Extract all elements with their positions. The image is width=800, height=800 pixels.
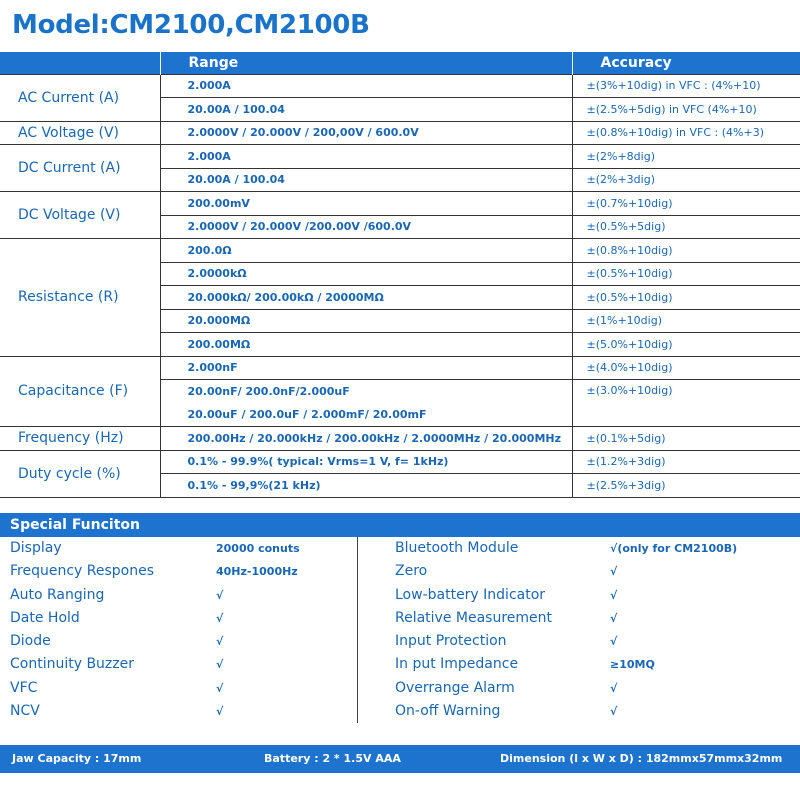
accuracy-cell: ±(3.0%+10dig) bbox=[572, 380, 800, 427]
table-row bbox=[0, 192, 800, 216]
function-name: On-off Warning bbox=[395, 703, 501, 720]
function-name: Low-battery Indicator bbox=[395, 586, 546, 603]
check-mark-icon: √ bbox=[610, 681, 618, 695]
range-cell: 20.000MΩ bbox=[160, 309, 572, 333]
category-duty-cycle: Duty cycle (%) bbox=[0, 450, 160, 497]
function-name: Continuity Buzzer bbox=[10, 656, 134, 673]
page-title: Model:CM2100,CM2100B bbox=[12, 10, 370, 40]
range-cell: 200.00mV bbox=[160, 192, 572, 216]
table-row bbox=[0, 74, 800, 98]
function-name: Overrange Alarm bbox=[395, 679, 515, 696]
accuracy-cell: ±(2%+3dig) bbox=[572, 168, 800, 192]
accuracy-cell: ±(5.0%+10dig) bbox=[572, 333, 800, 357]
spec-table-header bbox=[0, 52, 800, 74]
special-function-row bbox=[0, 653, 800, 676]
range-cell: 200.0Ω bbox=[160, 239, 572, 263]
function-name: Relative Measurement bbox=[395, 609, 553, 626]
dimension-spec: Dimension (l x W x D) : 182mmx57mmx32mm bbox=[500, 752, 783, 765]
range-cell: 200.00MΩ bbox=[160, 333, 572, 357]
accuracy-cell: ±(2.5%+3dig) bbox=[572, 474, 800, 498]
accuracy-cell: ±(0.5%+10dig) bbox=[572, 262, 800, 286]
range-cell: 2.000A bbox=[160, 145, 572, 169]
special-function-row bbox=[0, 607, 800, 630]
range-cell: 20.00A / 100.04 bbox=[160, 98, 572, 122]
accuracy-cell: ±(4.0%+10dig) bbox=[572, 356, 800, 380]
accuracy-cell: ±(1.2%+3dig) bbox=[572, 450, 800, 474]
category-ac-voltage: AC Voltage (V) bbox=[0, 121, 160, 145]
category-ac-current: AC Current (A) bbox=[0, 74, 160, 121]
special-function-row bbox=[0, 537, 800, 560]
range-cell: 0.1% - 99,9%(21 kHz) bbox=[160, 474, 572, 498]
special-function-grid bbox=[0, 537, 800, 723]
battery-spec: Battery : 2 * 1.5V AAA bbox=[264, 752, 401, 765]
category-frequency: Frequency (Hz) bbox=[0, 427, 160, 451]
accuracy-cell: ±(2%+8dig) bbox=[572, 145, 800, 169]
table-row bbox=[0, 427, 800, 451]
accuracy-cell: ±(0.8%+10dig) in VFC : (4%+3) bbox=[572, 121, 800, 145]
table-row bbox=[0, 239, 800, 263]
range-cell: 20.000kΩ/ 200.00kΩ / 20000MΩ bbox=[160, 286, 572, 310]
range-cell: 2.000A bbox=[160, 74, 572, 98]
range-cell: 20.00nF/ 200.0nF/2.000uF bbox=[160, 380, 572, 404]
range-cell: 20.00uF / 200.0uF / 2.000mF/ 20.00mF bbox=[160, 403, 572, 427]
range-cell: 2.0000V / 20.000V /200.00V /600.0V bbox=[160, 215, 572, 239]
function-name: Bluetooth Module bbox=[395, 540, 519, 556]
function-name: NCV bbox=[10, 703, 40, 720]
special-function-row bbox=[0, 630, 800, 653]
column-divider bbox=[357, 537, 358, 723]
table-row bbox=[0, 145, 800, 169]
special-function-row bbox=[0, 700, 800, 723]
function-value: 20000 conuts bbox=[216, 542, 300, 555]
category-dc-voltage: DC Voltage (V) bbox=[0, 192, 160, 239]
accuracy-cell: ±(0.5%+5dig) bbox=[572, 215, 800, 239]
function-value: 40Hz-1000Hz bbox=[216, 565, 298, 579]
function-name: Display bbox=[10, 540, 62, 556]
range-cell: 0.1% - 99.9%( typical: Vrms=1 V, f= 1kHz) bbox=[160, 450, 572, 474]
accuracy-cell: ±(3%+10dig) in VFC : (4%+10) bbox=[572, 74, 800, 98]
range-cell: 2.0000V / 20.000V / 200,00V / 600.0V bbox=[160, 121, 572, 145]
function-name: Auto Ranging bbox=[10, 586, 105, 603]
table-row bbox=[0, 121, 800, 145]
check-mark-icon: √ bbox=[216, 635, 224, 649]
special-function-row bbox=[0, 560, 800, 583]
check-mark-icon: √ bbox=[610, 611, 618, 625]
function-value: √(only for CM2100B) bbox=[610, 542, 738, 555]
function-name: Diode bbox=[10, 633, 51, 650]
function-name: In put Impedance bbox=[395, 656, 519, 673]
function-name: Zero bbox=[395, 563, 428, 580]
header-accuracy: Accuracy bbox=[572, 52, 800, 74]
category-resistance: Resistance (R) bbox=[0, 239, 160, 357]
special-function-row bbox=[0, 677, 800, 700]
table-row bbox=[0, 356, 800, 380]
footer-bar bbox=[0, 745, 800, 773]
function-name: Frequency Respones bbox=[10, 563, 155, 580]
jaw-capacity: Jaw Capacity : 17mm bbox=[12, 752, 142, 765]
function-name: VFC bbox=[10, 679, 38, 696]
category-dc-current: DC Current (A) bbox=[0, 145, 160, 192]
check-mark-icon: √ bbox=[610, 588, 618, 602]
range-cell: 200.00Hz / 20.000kHz / 200.00kHz / 2.0000MHz / 20.000MHz bbox=[160, 427, 572, 451]
special-function-header: Special Funciton bbox=[0, 513, 800, 537]
range-cell: 2.000nF bbox=[160, 356, 572, 380]
function-name: Date Hold bbox=[10, 609, 80, 626]
range-cell: 2.0000kΩ bbox=[160, 262, 572, 286]
accuracy-cell: ±(0.8%+10dig) bbox=[572, 239, 800, 263]
accuracy-cell: ±(0.5%+10dig) bbox=[572, 286, 800, 310]
table-row bbox=[0, 450, 800, 474]
function-name: Input Protection bbox=[395, 633, 507, 650]
accuracy-cell: ±(2.5%+5dig) in VFC (4%+10) bbox=[572, 98, 800, 122]
check-mark-icon: √ bbox=[216, 611, 224, 625]
check-mark-icon: √ bbox=[610, 705, 618, 719]
accuracy-cell: ±(0.1%+5dig) bbox=[572, 427, 800, 451]
accuracy-cell: ±(1%+10dig) bbox=[572, 309, 800, 333]
accuracy-cell: ±(0.7%+10dig) bbox=[572, 192, 800, 216]
check-mark-icon: √ bbox=[216, 658, 224, 672]
check-mark-icon: √ bbox=[216, 681, 224, 695]
header-range: Range bbox=[160, 52, 572, 74]
header-category bbox=[0, 52, 160, 74]
function-value: ≥10MQ bbox=[610, 658, 655, 672]
special-function-row bbox=[0, 584, 800, 607]
spec-table bbox=[0, 52, 800, 498]
check-mark-icon: √ bbox=[216, 705, 224, 719]
check-mark-icon: √ bbox=[216, 588, 224, 602]
function-value: √ bbox=[610, 565, 618, 579]
range-cell: 20.00A / 100.04 bbox=[160, 168, 572, 192]
check-mark-icon: √ bbox=[610, 635, 618, 649]
category-capacitance: Capacitance (F) bbox=[0, 356, 160, 427]
